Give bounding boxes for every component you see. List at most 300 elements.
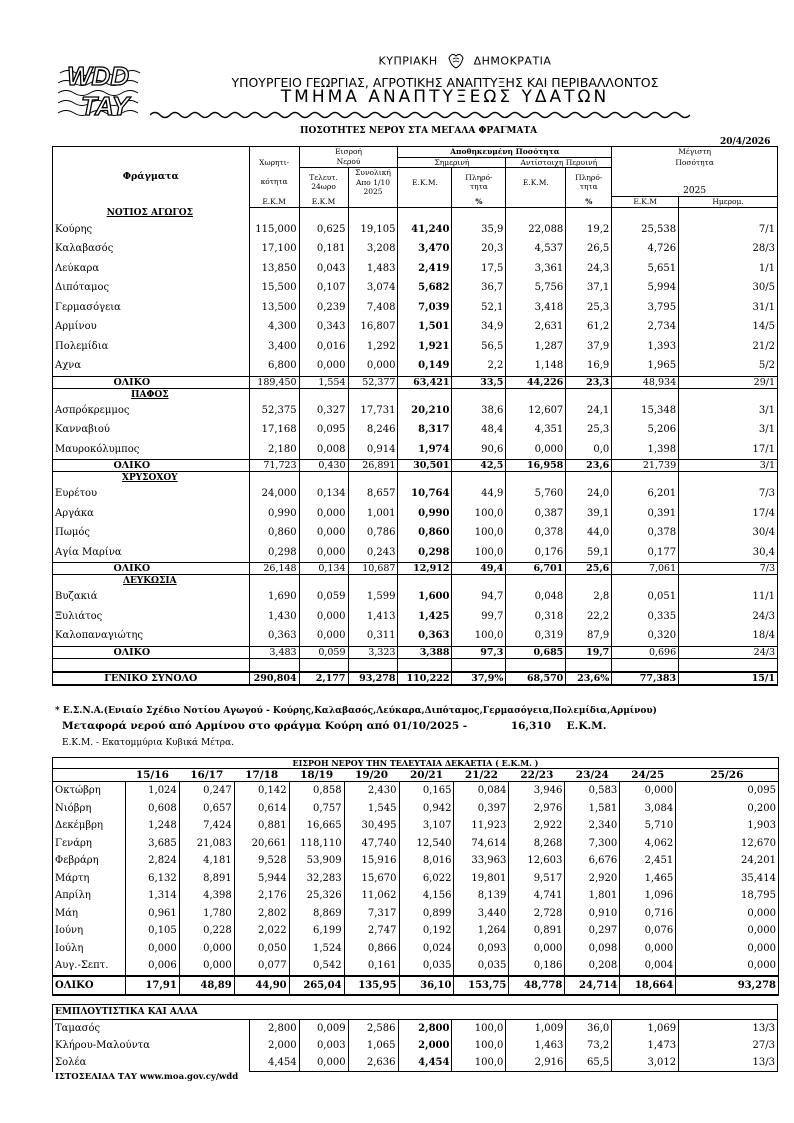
inflow-value: 0,583 — [565, 782, 620, 800]
inflow-total: 16,807 — [348, 317, 398, 337]
max-date: 15/1 — [679, 672, 778, 685]
stored-pct: 44,9 — [452, 484, 506, 504]
max-ekm: 1,965 — [612, 356, 679, 376]
stored-pct: 20,3 — [452, 239, 506, 259]
last-year-ekm: 4,351 — [506, 420, 566, 440]
inflow-value: 2,451 — [620, 852, 676, 870]
max-date: 11/1 — [679, 587, 778, 607]
republic-line — [230, 50, 700, 73]
dam-row — [53, 278, 778, 298]
max-date: 17/1 — [679, 440, 778, 460]
empty-cell — [506, 388, 566, 401]
last-year-ekm: 22,088 — [506, 220, 566, 240]
empty-cell — [249, 1005, 299, 1020]
stored-pct: 33,5 — [452, 376, 506, 388]
inflow-value: 0,165 — [399, 782, 454, 800]
inflow-value: 0,035 — [454, 957, 509, 976]
inflow-24h: 1,554 — [299, 376, 348, 388]
month-name: Γενάρη — [53, 835, 126, 853]
stored-pct: 17,5 — [452, 259, 506, 279]
inflow-value: 2,976 — [509, 800, 565, 818]
page-title: ΠΟΣΟΤΗΤΕΣ ΝΕΡΟΥ ΣΤΑ ΜΕΓΑΛΑ ΦΡΑΓΜΑΤΑ — [300, 126, 538, 136]
inflow-value: 3,084 — [620, 800, 676, 818]
inflow-value: 18,795 — [676, 887, 779, 905]
inflow-value: 0,614 — [234, 800, 289, 818]
last-year-ekm: 16,958 — [506, 460, 566, 472]
max-date: 24/3 — [679, 646, 778, 658]
inflow-value: 118,110 — [289, 835, 344, 853]
inflow-value: 1,780 — [179, 905, 234, 923]
inflow-total-value: 17,91 — [125, 976, 179, 996]
inflow-value: 6,022 — [399, 870, 454, 888]
last-year-pct: 25,6 — [566, 563, 612, 575]
year-header: 24/25 — [620, 769, 676, 782]
inflow-value: 0,000 — [125, 940, 179, 958]
inflow-24h: 0,343 — [299, 317, 348, 337]
total-label: ΟΛΙΚΟ — [53, 376, 250, 388]
inflow-value: 12,603 — [509, 852, 565, 870]
dam-row — [53, 1037, 778, 1054]
inflow-total-value: 48,89 — [179, 976, 234, 996]
inflow-value: 0,084 — [454, 782, 509, 800]
capacity: 4,454 — [249, 1054, 299, 1072]
inflow-value: 2,824 — [125, 852, 179, 870]
inflow-value: 2,176 — [234, 887, 289, 905]
max-ekm: 2,734 — [612, 317, 679, 337]
capacity: 71,723 — [249, 460, 299, 472]
capacity: 4,300 — [249, 317, 299, 337]
empty-cell — [249, 388, 299, 401]
total-row — [53, 563, 778, 575]
last-year-ekm: 0,387 — [506, 504, 566, 524]
stored-ekm: 1,501 — [398, 317, 452, 337]
inflow-value: 0,000 — [676, 922, 779, 940]
inflow-value: 7,424 — [179, 817, 234, 835]
last-year-ekm: 1,148 — [506, 356, 566, 376]
inflow-value: 0,077 — [234, 957, 289, 976]
inflow-24h: 0,134 — [299, 484, 348, 504]
spacer-row — [53, 658, 778, 672]
stored-ekm: 30,501 — [398, 460, 452, 472]
report-date: 20/4/2026 — [720, 137, 771, 147]
stored-pct: 100,0 — [452, 1037, 506, 1054]
total-label: ΟΛΙΚΟ — [53, 460, 250, 472]
dam-row — [53, 356, 778, 376]
stored-ekm: 110,222 — [398, 672, 452, 685]
last-year-ekm: 5,760 — [506, 484, 566, 504]
stored-pct: 100,0 — [452, 504, 506, 524]
max-ekm: 0,391 — [612, 504, 679, 524]
last-year-ekm: 3,418 — [506, 298, 566, 318]
stored-ekm: 3,470 — [398, 239, 452, 259]
dam-name: Καλοπαναγιώτης — [53, 626, 250, 646]
inflow-value: 0,716 — [620, 905, 676, 923]
section-name: ΠΑΦΟΣ — [53, 388, 250, 401]
inflow-24h: 0,059 — [299, 587, 348, 607]
dam-name: Κανναβιού — [53, 420, 250, 440]
dam-row — [53, 504, 778, 524]
empty-cell — [398, 207, 452, 220]
stored-pct: 90,6 — [452, 440, 506, 460]
stored-pct: 100,0 — [452, 523, 506, 543]
inflow-value: 2,728 — [509, 905, 565, 923]
transfer-note: Μεταφορά νερού από Αρμίνου στο φράγμα Κούρη από 01/10/2025 - 16,310 Ε.Κ.Μ. — [62, 720, 607, 732]
last-year-pct: 22,2 — [566, 607, 612, 627]
inflow-value: 0,247 — [179, 782, 234, 800]
inflow-value: 8,869 — [289, 905, 344, 923]
capacity: 24,000 — [249, 484, 299, 504]
capacity: 2,180 — [249, 440, 299, 460]
last-year-ekm: 0,048 — [506, 587, 566, 607]
capacity: 0,990 — [249, 504, 299, 524]
inflow-total-value: 48,778 — [509, 976, 565, 996]
max-date: 28/3 — [679, 239, 778, 259]
dam-name: Ξυλιάτος — [53, 607, 250, 627]
last-year-pct: 44,0 — [566, 523, 612, 543]
inflow-total: 0,786 — [348, 523, 398, 543]
max-ekm: 5,206 — [612, 420, 679, 440]
dam-row — [53, 484, 778, 504]
transfer-value: 16,310 — [510, 720, 551, 732]
inflow-value: 2,922 — [509, 817, 565, 835]
inflow-value: 0,004 — [620, 957, 676, 976]
inflow-value: 1,264 — [454, 922, 509, 940]
max-ekm: 5,651 — [612, 259, 679, 279]
empty-cell — [679, 658, 778, 672]
inflow-value: 0,891 — [509, 922, 565, 940]
dam-row — [53, 1020, 778, 1038]
capacity: 189,450 — [249, 376, 299, 388]
year-header: 19/20 — [344, 769, 399, 782]
empty-cell — [679, 575, 778, 588]
last24-header: Τελευτ. 24ωρο — [299, 168, 348, 197]
inflow-value: 15,670 — [344, 870, 399, 888]
empty-cell — [506, 575, 566, 588]
inflow-value: 25,326 — [289, 887, 344, 905]
max-ekm: 4,726 — [612, 239, 679, 259]
inflow-total: 10,687 — [348, 563, 398, 575]
empty-cell — [452, 388, 506, 401]
inflow-value: 0,098 — [565, 940, 620, 958]
empty-cell — [452, 658, 506, 672]
inflow-caption-row — [53, 758, 779, 769]
last-year-ekm: 0,319 — [506, 626, 566, 646]
last-year-pct: 73,2 — [566, 1037, 612, 1054]
inflow-total: 3,074 — [348, 278, 398, 298]
inflow-value: 1,024 — [125, 782, 179, 800]
inflow-header: Εισροή — [299, 147, 398, 158]
max-ekm: 0,177 — [612, 543, 679, 563]
max-date: 24/3 — [679, 607, 778, 627]
empty-cell — [679, 388, 778, 401]
inflow-total: 1,413 — [348, 607, 398, 627]
max-date: 21/2 — [679, 337, 778, 357]
empty-cell — [348, 575, 398, 588]
last-year-ekm: 2,631 — [506, 317, 566, 337]
max-date: 30/5 — [679, 278, 778, 298]
last-year-ekm: 44,226 — [506, 376, 566, 388]
dam-row — [53, 420, 778, 440]
inflow-total: 17,731 — [348, 401, 398, 421]
essna-note: * Ε.Σ.Ν.Α.(Ενιαίο Σχέδιο Νοτίου Αγωγού - Κούρης,Καλαβασός,Λεύκαρα,Διπόταμος,Γερμασόγεια,Πολεμίδια,Αρμίνου) — [55, 706, 657, 716]
inflow-total: 2,636 — [348, 1054, 398, 1072]
empty-cell — [612, 658, 679, 672]
inflow-value: 1,801 — [565, 887, 620, 905]
inflow-value: 1,465 — [620, 870, 676, 888]
inflow-value: 1,903 — [676, 817, 779, 835]
inflow-value: 0,093 — [454, 940, 509, 958]
empty-cell — [299, 575, 348, 588]
stored-ekm: 5,682 — [398, 278, 452, 298]
ministry-name: ΥΠΟΥΡΓΕΙΟ ΓΕΩΡΓΙΑΣ, ΑΓΡΟΤΙΚΗΣ ΑΝΑΠΤΥΞΗΣ ΚΑΙ ΠΕΡΙΒΑΛΛΟΝΤΟΣ — [231, 75, 659, 90]
inflow-value: 0,397 — [454, 800, 509, 818]
max-date: 18/4 — [679, 626, 778, 646]
dam-name: Πολεμίδια — [53, 337, 250, 357]
last-year-pct: 36,0 — [566, 1020, 612, 1038]
max-date: 29/1 — [679, 376, 778, 388]
capacity: 3,400 — [249, 337, 299, 357]
max-date: 13/3 — [679, 1020, 778, 1038]
stored-ekm: 0,298 — [398, 543, 452, 563]
empty-cell — [348, 207, 398, 220]
inflow-value: 0,186 — [509, 957, 565, 976]
inflow-total: 0,311 — [348, 626, 398, 646]
inflow-total-row — [53, 976, 779, 996]
coat-of-arms-icon — [446, 50, 466, 73]
stored-ekm: 1,921 — [398, 337, 452, 357]
max-ekm: 7,061 — [612, 563, 679, 575]
inflow-value: 47,740 — [344, 835, 399, 853]
stored-pct: 52,1 — [452, 298, 506, 318]
inflow-value: 3,440 — [454, 905, 509, 923]
stored-pct: 42,5 — [452, 460, 506, 472]
last-year-pct: 61,2 — [566, 317, 612, 337]
last-year-pct: 24,1 — [566, 401, 612, 421]
inflow-total: 1,599 — [348, 587, 398, 607]
stored-ekm: 1,974 — [398, 440, 452, 460]
stored-pct: 100,0 — [452, 1054, 506, 1072]
inflow-value: 0,000 — [676, 940, 779, 958]
inflow-value: 19,801 — [454, 870, 509, 888]
inflow-value: 0,899 — [399, 905, 454, 923]
last-year-pct: 24,3 — [566, 259, 612, 279]
empty-cell — [452, 575, 506, 588]
capacity: 17,168 — [249, 420, 299, 440]
inflow-month-row — [53, 905, 779, 923]
inflow-total: 8,246 — [348, 420, 398, 440]
inflow-24h: 0,134 — [299, 563, 348, 575]
month-name: Ιούνη — [53, 922, 126, 940]
max-date: 30,4 — [679, 543, 778, 563]
inflow-24h: 0,327 — [299, 401, 348, 421]
inflow-value: 4,741 — [509, 887, 565, 905]
inflow-total-value: 153,75 — [454, 976, 509, 996]
empty-cell — [348, 472, 398, 485]
inflow-value: 21,083 — [179, 835, 234, 853]
dam-row — [53, 317, 778, 337]
inflow-value: 1,545 — [344, 800, 399, 818]
inflow-value: 1,248 — [125, 817, 179, 835]
inflow-total: 0,000 — [348, 356, 398, 376]
stored-ekm: 63,421 — [398, 376, 452, 388]
section-header-row — [53, 388, 778, 401]
last-year-pct: 65,5 — [566, 1054, 612, 1072]
dam-row — [53, 220, 778, 240]
max-ekm: 77,383 — [612, 672, 679, 685]
inflow-month-row — [53, 922, 779, 940]
dams-table: Φράγματα Εισροή Αποθηκευμένη Ποσότητα Μέγιστη Χωρητι- Νερού Σημερινή Αντίστοιχη Περυινή Ποσότητα κότητα Τελευτ. 24ωρο Συνολική Απο 1/10 2025 Ε.Κ.Μ. Πληρό- τητα Ε.Κ.Μ. Πληρό- τητα 2025 Ε.Κ.Μ Ε.Κ.Μ % % Ε.Κ.Μ Ημερομ. ΝΟΤΙΟΣ ΑΓΩΓΟΣ Κούρης 115,000 0,625 19,105 41,240 35,9 22,088 19,2 25,538 7/1 Καλαβασός 17,100 0,181 3,208 3,470 20,3 4,537 26,5 4,726 28/3 Λεύκαρα 13,850 0,043 1,483 2,419 17,5 3,361 24,3 5,651 1/1 Διπόταμος 15,500 0,107 3,074 5,682 36,7 5,756 37,1 5,994 30/5 Γερμασόγεια 13,500 0,239 7,408 7,039 52,1 3,418 25,3 3,795 31/1 Αρμίνου 4,300 0,343 16,807 1,501 34,9 2,631 61,2 2,734 14/5 Πολεμίδια 3,400 0,016 1,292 1,921 56,5 1,287 37,9 1,393 21/2 Αχνα 6,800 0,000 0,000 0,149 2,2 1,148 16,9 1,965 5/2 ΟΛΙΚΟ 189,450 1,554 52,377 63,421 33,5 44,226 23,3 48,934 29/1 ΠΑΦΟΣ Ασπρόκρεμμος 52,375 0,327 17,731 20,210 38,6 12,607 24,1 15,348 3/1 Κανναβιού 17,168 0,095 8,246 8,317 48,4 4,351 25,3 5,206 3/1 Μαυροκόλυμπος 2,180 0,008 0,914 1,974 90,6 0,000 0,0 1,398 17/1 ΟΛΙΚΟ 71,723 0,430 26,891 30,501 42,5 16,958 23,6 21,739 3/1 ΧΡΥΣΟΧΟΥ Ευρέτου 24,000 0,134 8,657 10,764 44,9 5,760 24,0 6,201 7/3 Αργάκα 0,990 0,000 1,001 0,990 100,0 0,387 39,1 0,391 17/4 Πωμός 0,860 0,000 0,786 0,860 100,0 0,378 44,0 0,378 30/4 Αγία Μαρίνα 0,298 0,000 0,243 0,298 100,0 0,176 59,1 0,177 30,4 ΟΛΙΚΟ 26,148 0,134 10,687 12,912 49,4 6,701 25,6 7,061 7/3 ΛΕΥΚΩΣΙΑ Βυζακιά 1,690 0,059 1,599 1,600 94,7 0,048 2,8 0,051 11/1 Ξυλιάτος 1,430 0,000 1,413 1,425 99,7 0,318 22,2 0,335 24/3 Καλοπαναγιώτης 0,363 0,000 0,311 0,363 100,0 0,319 87,9 0,320 18/4 ΟΛΙΚΟ 3,483 0,059 3,323 3,388 97,3 0,685 19,7 0,696 24/3 ΓΕΝΙΚΟ ΣΥΝΟΛΟ 290,804 2,177 93,278 110,222 37,9% 68,570 23,6% 77,383 15/1 — [52, 146, 778, 686]
dam-name: Σολέα — [53, 1054, 250, 1072]
inflow-total: 1,483 — [348, 259, 398, 279]
inflow-value: 74,614 — [454, 835, 509, 853]
svg-text:WDD: WDD — [67, 61, 130, 91]
last-year-header: Αντίστοιχη Περυινή — [506, 157, 612, 168]
stored-pct: 48,4 — [452, 420, 506, 440]
max-date: 17/4 — [679, 504, 778, 524]
month-name: Φεβράρη — [53, 852, 126, 870]
empty-cell — [249, 575, 299, 588]
inflow-24h: 0,000 — [299, 504, 348, 524]
last-year-pct: 23,3 — [566, 376, 612, 388]
section-header-row — [53, 207, 778, 220]
inflow-total: 1,292 — [348, 337, 398, 357]
stored-ekm: 0,149 — [398, 356, 452, 376]
inflow-value: 1,096 — [620, 887, 676, 905]
empty-cell — [299, 472, 348, 485]
max-ekm: 0,051 — [612, 587, 679, 607]
inflow-24h: 0,181 — [299, 239, 348, 259]
inflow-value: 3,946 — [509, 782, 565, 800]
max-ekm: 48,934 — [612, 376, 679, 388]
stored-ekm: 3,388 — [398, 646, 452, 658]
section-name: ΛΕΥΚΩΣΙΑ — [53, 575, 250, 588]
capacity: 2,800 — [249, 1020, 299, 1038]
inflow-total: 2,586 — [348, 1020, 398, 1038]
empty-cell — [566, 388, 612, 401]
inflow-24h: 0,000 — [299, 543, 348, 563]
inflow-value: 0,657 — [179, 800, 234, 818]
dam-row — [53, 587, 778, 607]
inflow-value: 5,710 — [620, 817, 676, 835]
dam-name: Αγία Μαρίνα — [53, 543, 250, 563]
inflow-value: 2,802 — [234, 905, 289, 923]
dam-name: Αρμίνου — [53, 317, 250, 337]
inflow-value: 0,000 — [179, 940, 234, 958]
enrichment-dams-table — [52, 1004, 778, 1072]
empty-cell — [679, 1005, 778, 1020]
last-year-pct: 23,6% — [566, 672, 612, 685]
inflow-years-row — [53, 769, 779, 782]
capacity: 6,800 — [249, 356, 299, 376]
last-year-pct: 16,9 — [566, 356, 612, 376]
empty-cell — [566, 472, 612, 485]
inflow-value: 0,076 — [620, 922, 676, 940]
total-label: ΟΛΙΚΟ — [53, 563, 250, 575]
empty-cell — [612, 1005, 679, 1020]
last-year-pct: 59,1 — [566, 543, 612, 563]
max-ekm: 1,069 — [612, 1020, 679, 1038]
capacity: 2,000 — [249, 1037, 299, 1054]
month-name: Δεκέμβρη — [53, 817, 126, 835]
capacity: 52,375 — [249, 401, 299, 421]
month-name: Μάη — [53, 905, 126, 923]
stored-ekm: 0,363 — [398, 626, 452, 646]
stored-ekm: 12,912 — [398, 563, 452, 575]
inflow-month-row — [53, 835, 779, 853]
inflow-month-row — [53, 887, 779, 905]
inflow-value: 15,916 — [344, 852, 399, 870]
last-year-pct: 19,2 — [566, 220, 612, 240]
inflow-24h: 0,000 — [299, 1054, 348, 1072]
inflow-value: 0,000 — [676, 905, 779, 923]
dam-row — [53, 626, 778, 646]
inflow-value: 2,747 — [344, 922, 399, 940]
month-name: Οκτώβρη — [53, 782, 126, 800]
inflow-value: 0,000 — [620, 940, 676, 958]
empty-cell — [566, 207, 612, 220]
year-header: 16/17 — [179, 769, 234, 782]
inflow-value: 0,866 — [344, 940, 399, 958]
year-header: 25/26 — [676, 769, 779, 782]
capacity: 1,430 — [249, 607, 299, 627]
capacity: 0,363 — [249, 626, 299, 646]
inflow-value: 6,199 — [289, 922, 344, 940]
section-name: ΝΟΤΙΟΣ ΑΓΩΓΟΣ — [53, 207, 250, 220]
stored-ekm: 41,240 — [398, 220, 452, 240]
last-year-ekm: 3,361 — [506, 259, 566, 279]
max-date: 14/5 — [679, 317, 778, 337]
inflow-total: 3,323 — [348, 646, 398, 658]
dam-name: Κλήρου-Μαλούντα — [53, 1037, 250, 1054]
inflow-value: 6,132 — [125, 870, 179, 888]
empty-cell — [299, 388, 348, 401]
inflow-24h: 0,043 — [299, 259, 348, 279]
empty-cell — [398, 575, 452, 588]
empty-cell — [53, 769, 126, 782]
inflow-total: 1,065 — [348, 1037, 398, 1054]
empty-cell — [348, 1005, 398, 1020]
inflow-value: 0,035 — [399, 957, 454, 976]
last-year-pct: 39,1 — [566, 504, 612, 524]
max-date: 5/2 — [679, 356, 778, 376]
total-row — [53, 646, 778, 658]
empty-cell — [506, 207, 566, 220]
dam-name: Ευρέτου — [53, 484, 250, 504]
empty-cell — [398, 1005, 452, 1020]
inflow-value: 12,540 — [399, 835, 454, 853]
dam-name: Ασπρόκρεμμος — [53, 401, 250, 421]
empty-cell — [566, 1005, 612, 1020]
inflow-value: 53,909 — [289, 852, 344, 870]
inflow-value: 5,944 — [234, 870, 289, 888]
inflow-total: 0,243 — [348, 543, 398, 563]
stored-ekm: 0,990 — [398, 504, 452, 524]
max-date: 31/1 — [679, 298, 778, 318]
inflow-total: 52,377 — [348, 376, 398, 388]
inflow-total: 7,408 — [348, 298, 398, 318]
empty-cell — [506, 1005, 566, 1020]
capacity: 3,483 — [249, 646, 299, 658]
inflow-value: 30,495 — [344, 817, 399, 835]
inflow-value: 0,608 — [125, 800, 179, 818]
inflow-value: 2,920 — [565, 870, 620, 888]
inflow-total-value: 135,95 — [344, 976, 399, 996]
inflow-month-row — [53, 782, 779, 800]
capacity: 15,500 — [249, 278, 299, 298]
empty-cell — [398, 388, 452, 401]
inflow-24h: 0,000 — [299, 607, 348, 627]
dam-row — [53, 607, 778, 627]
